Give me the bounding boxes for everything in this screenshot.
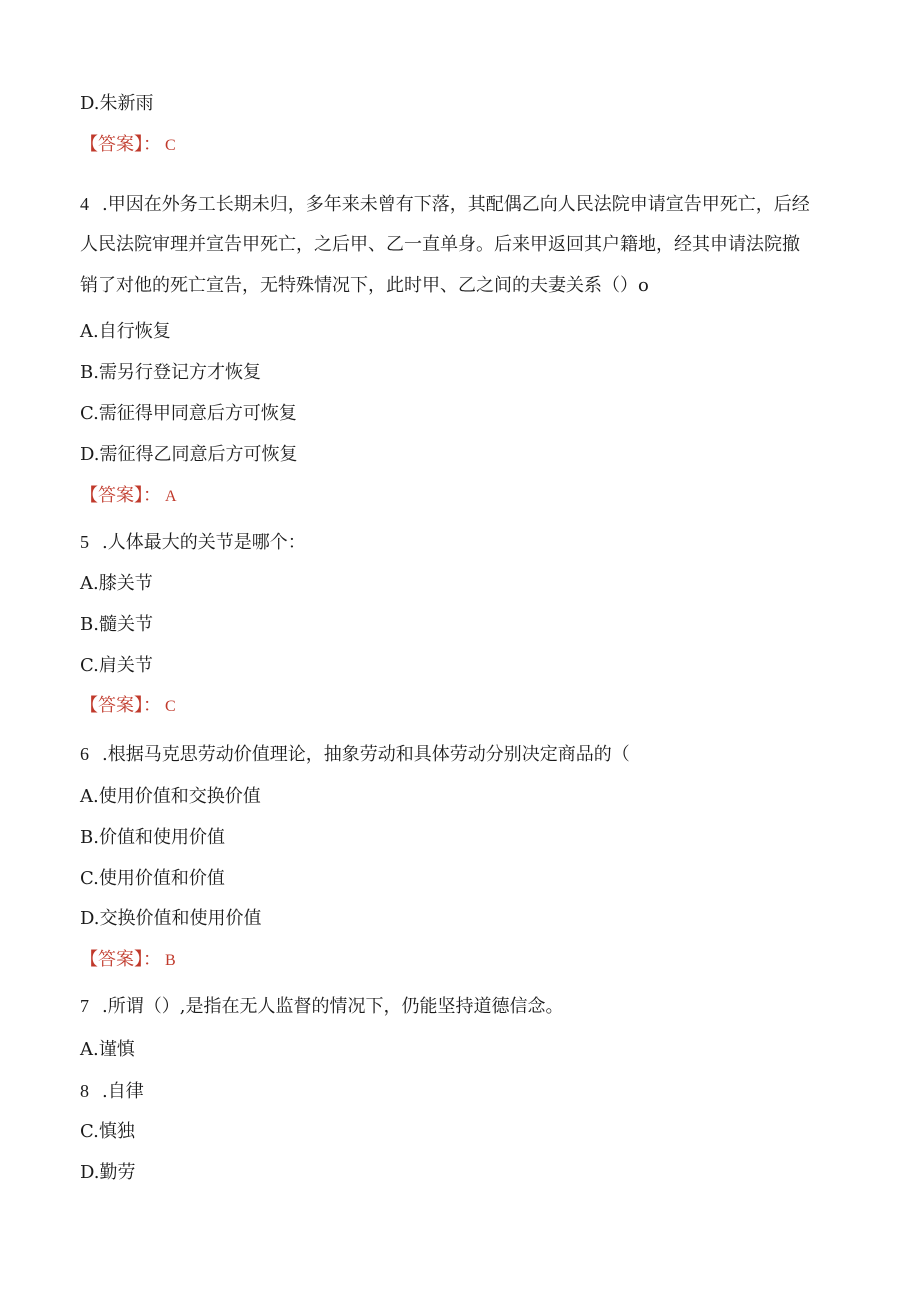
question-7: 7 .所谓（）,是指在无人监督的情况下，仍能坚持道德信念。 xyxy=(80,996,564,1017)
option-a: A.使用价值和交换价值 xyxy=(80,786,261,807)
question-5: 5 .人体最大的关节是哪个： xyxy=(80,532,306,553)
answer-line: 【答案】： B xyxy=(80,949,176,970)
option-a: A.膝关节 xyxy=(80,573,153,594)
option-c: C.使用价值和价值 xyxy=(80,868,225,889)
option-d: D.勤劳 xyxy=(80,1162,136,1183)
question-4-line-1: 4 .甲因在外务工长期未归，多年来未曾有下落，其配偶乙向人民法院申请宣告甲死亡，后经 xyxy=(80,194,810,215)
option-b: B.需另行登记方才恢复 xyxy=(80,362,261,383)
answer-line: 【答案】： A xyxy=(80,485,177,506)
option-b: B.髓关节 xyxy=(80,614,153,635)
option-a: A.自行恢复 xyxy=(80,321,171,342)
option-d: D.需征得乙同意后方可恢复 xyxy=(80,444,298,465)
option-c: C.需征得甲同意后方可恢复 xyxy=(80,403,297,424)
question-6: 6 .根据马克思劳动价值理论，抽象劳动和具体劳动分别决定商品的（ xyxy=(80,744,630,765)
option-d: D.朱新雨 xyxy=(80,93,154,114)
question-8: 8 .自律 xyxy=(80,1081,144,1102)
option-c: C.肩关节 xyxy=(80,655,153,676)
answer-line: 【答案】： C xyxy=(80,695,176,716)
option-c: C.慎独 xyxy=(80,1121,135,1142)
option-a: A.谨慎 xyxy=(80,1039,135,1060)
option-d: D.交换价值和使用价值 xyxy=(80,908,262,929)
option-b: B.价值和使用价值 xyxy=(80,827,225,848)
answer-line: 【答案】： C xyxy=(80,134,176,155)
question-4-line-2: 人民法院审理并宣告甲死亡，之后甲、乙一直单身。后来甲返回其户籍地，经其申请法院撤 xyxy=(80,234,800,255)
question-4-line-3: 销了对他的死亡宣告，无特殊情况下，此时甲、乙之间的夫妻关系（）o xyxy=(80,275,649,296)
